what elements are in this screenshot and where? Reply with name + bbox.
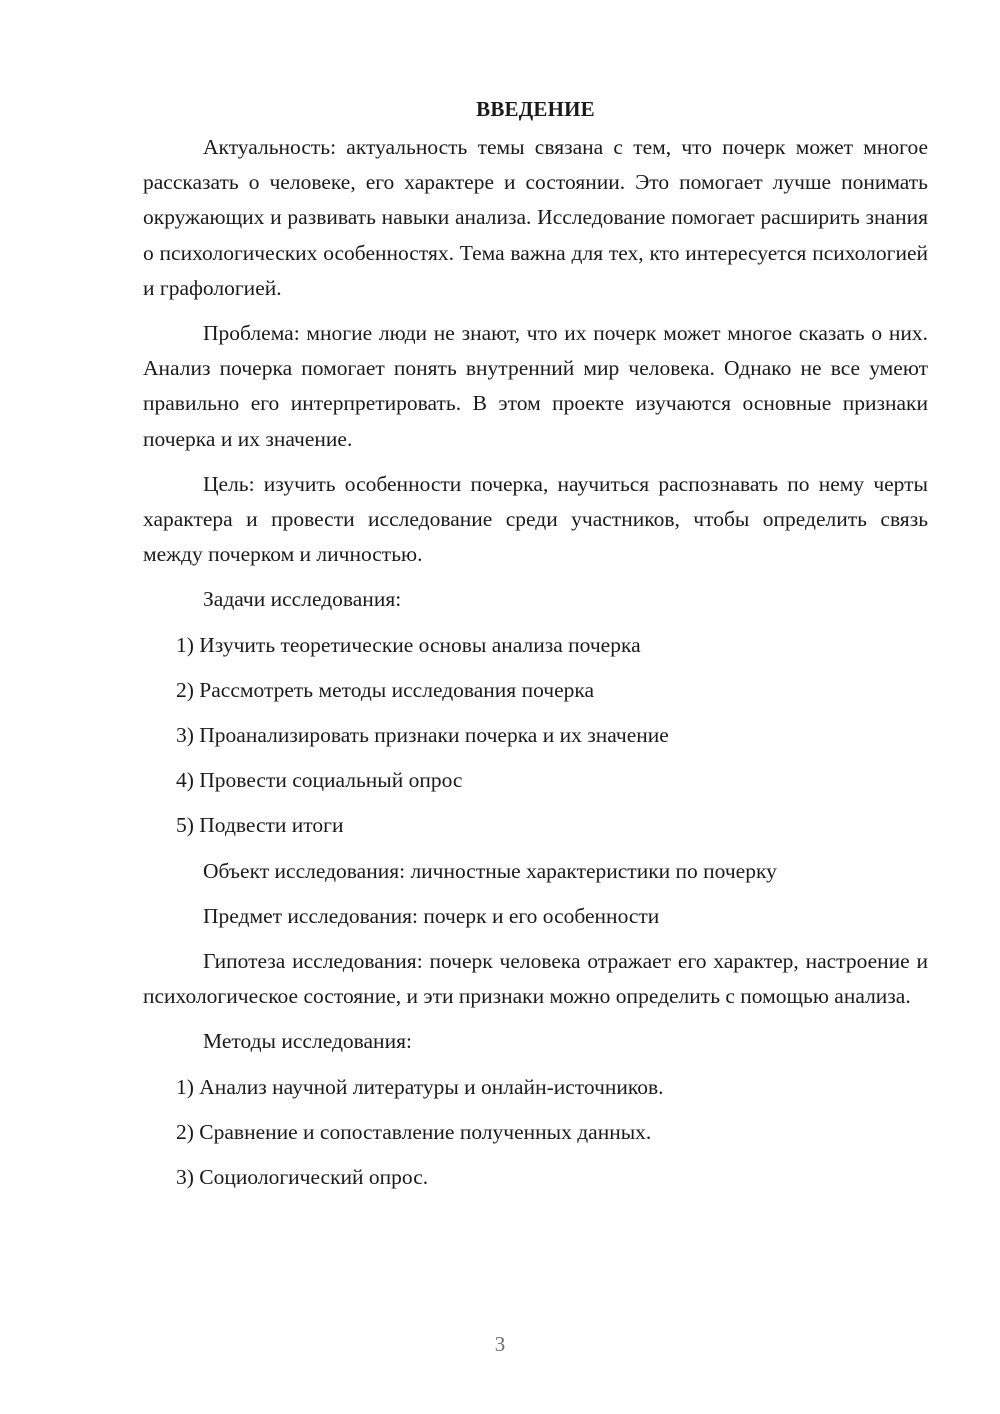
tasks-heading: Задачи исследования: <box>203 587 402 612</box>
task-item: 5) Подвести итоги <box>176 813 344 838</box>
hypothesis-paragraph: Гипотеза исследования: почерк человека отражает его характер, настроение и психологическое состояние, и эти признаки можно определить с помощью анализа. <box>143 949 928 1009</box>
document-page <box>143 92 928 1205</box>
methods-heading: Методы исследования: <box>203 1029 412 1054</box>
task-item: 2) Рассмотреть методы исследования почерка <box>176 677 595 702</box>
task-item: 4) Провести социальный опрос <box>176 768 463 793</box>
section-title: ВВЕДЕНИЕ <box>476 97 595 121</box>
relevance-paragraph: Актуальность: актуальность темы связана с тем, что почерк может многое рассказать о человеке, его характере и состоянии. Это помогает лучше понимать окружающих и развивать навыки анализа. Исследование помогает расширить знания о психологических особенностях. Тема важна для тех, кто интересуется психологией и графологией. <box>143 135 928 300</box>
method-item: 3) Социологический опрос. <box>176 1165 429 1190</box>
page-number: 3 <box>494 1332 506 1356</box>
task-item: 3) Проанализировать признаки почерка и их значение <box>176 723 669 748</box>
goal-paragraph: Цель: изучить особенности почерка, научиться распознавать по нему черты характера и провести исследование среди участников, чтобы определить связь между почерком и личностью. <box>143 471 928 567</box>
method-item: 2) Сравнение и сопоставление полученных данных. <box>176 1119 652 1144</box>
method-item: 1) Анализ научной литературы и онлайн-источников. <box>176 1074 664 1099</box>
research-subject: Предмет исследования: почерк и его особенности <box>203 903 660 928</box>
research-object: Объект исследования: личностные характеристики по почерку <box>203 858 777 883</box>
task-item: 1) Изучить теоретические основы анализа почерка <box>176 632 641 657</box>
problem-paragraph: Проблема: многие люди не знают, что их почерк может многое сказать о них. Анализ почерка помогает понять внутренний мир человека. Однако не все умеют правильно его интерпретировать. В этом проекте изучаются основные признаки почерка и их значение. <box>143 321 928 451</box>
